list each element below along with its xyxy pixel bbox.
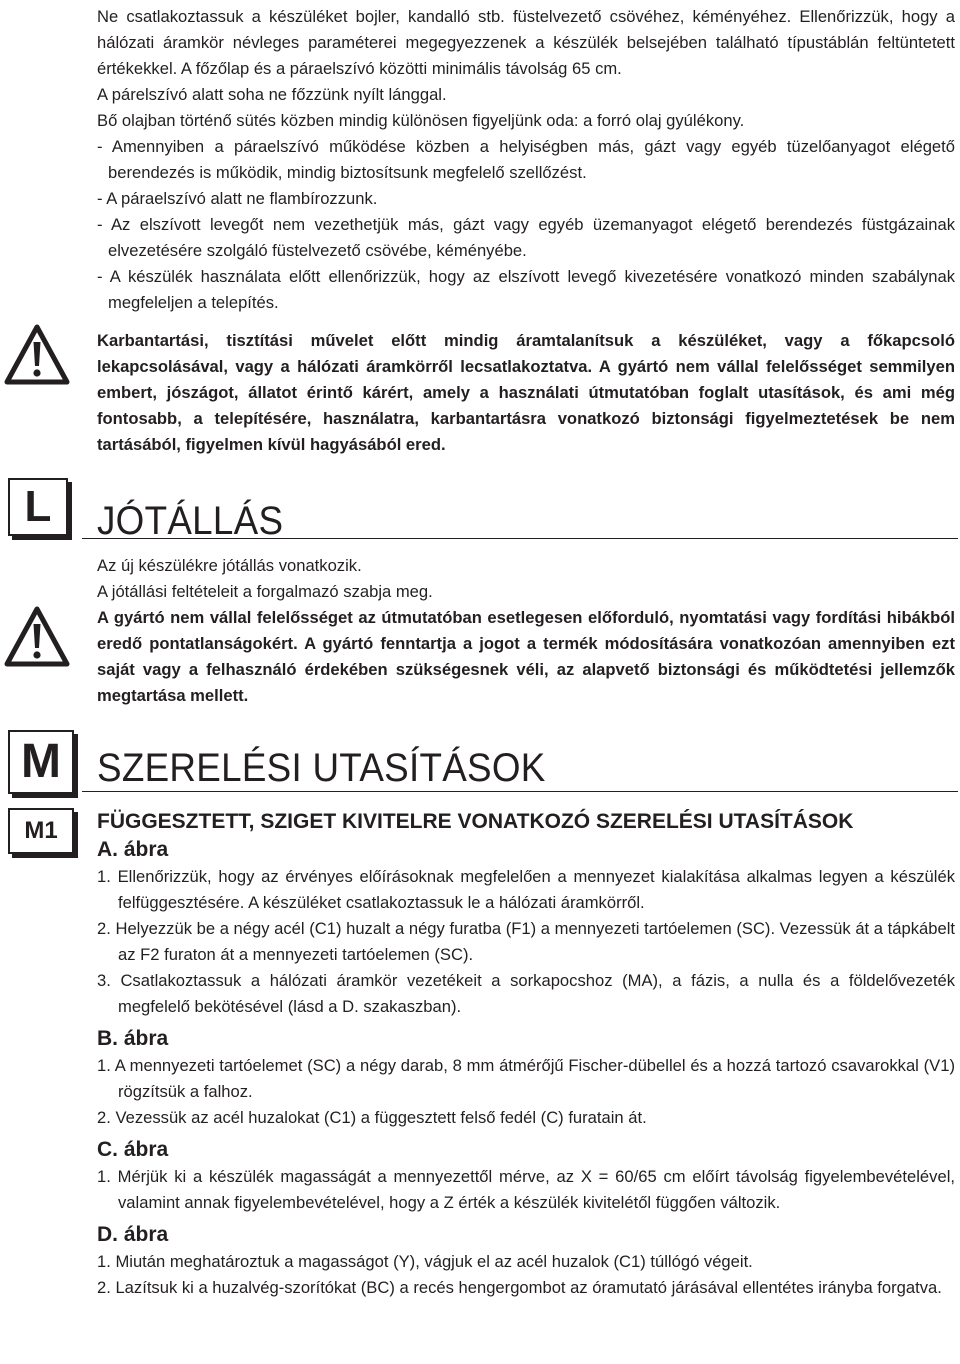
paragraph: A párelszívó alatt soha ne főzzünk nyílt lánggal. bbox=[97, 85, 447, 104]
list-item: 2. Helyezzük be a négy acél (C1) huzalt a négy furatba (F1) a mennyezeti tartóelemen (SC). Vezessük át a tápkábelt az F2 furaton át a mennyezeti tartóelemen (SC). bbox=[97, 919, 955, 964]
figure-heading-c: C. ábra bbox=[97, 1138, 169, 1161]
list-item: 1. Miután meghatároztuk a magasságot (Y), vágjuk el az acél huzalok (C1) túllógó végeit. bbox=[97, 1252, 753, 1271]
figure-heading-a: A. ábra bbox=[97, 838, 169, 861]
bullet-item: - A készülék használata előtt ellenőrizzük, hogy az elszívott levegő kivezetésére vonatkozó minden szabálynak megfeleljen a telepítés. bbox=[97, 267, 955, 312]
document-body bbox=[97, 0, 955, 1301]
list-item: 2. Vezessük az acél huzalokat (C1) a függesztett felső fedél (C) furatain át. bbox=[97, 1108, 647, 1127]
section-marker-m: M bbox=[8, 730, 74, 794]
section-title-jotallas: JÓTÁLLÁS bbox=[97, 499, 284, 543]
paragraph: Ne csatlakoztassuk a készüléket bojler, kandalló stb. füstelvezető csövéhez, kéményéhez. Ellenőrizzük, hogy a hálózati áramkör névleges paraméterei megegyezzenek a készülék belsejében található típustáblán feltüntetett értékekkel. A főzőlap és a páraelszívó közötti minimális távolság 65 cm. bbox=[97, 7, 955, 78]
bullet-item: - A páraelszívó alatt ne flambírozzunk. bbox=[97, 189, 378, 208]
figure-heading-d: D. ábra bbox=[97, 1223, 169, 1246]
warning-triangle-icon bbox=[4, 324, 70, 386]
list-item: 2. Lazítsuk ki a huzalvég-szorítókat (BC) a recés hengergombot az óramutató járásával ellentétes irányba forgatva. bbox=[97, 1278, 942, 1297]
section-marker-m1: M1 bbox=[8, 808, 74, 854]
list-item: 1. Ellenőrizzük, hogy az érvényes előírásoknak megfelelően a mennyezet kialakítása alkalmas legyen a készülék felfüggesztésére. A készüléket csatlakoztassuk le a hálózati áramkörről. bbox=[97, 867, 955, 912]
figure-heading-b: B. ábra bbox=[97, 1027, 169, 1050]
list-item: 3. Csatlakoztassuk a hálózati áramkör vezetékeit a sorkapocshoz (MA), a fázis, a nulla és a földelővezeték megfelelő bekötésével (lásd a D. szakaszban). bbox=[97, 971, 955, 1016]
paragraph: Az új készülékre jótállás vonatkozik. bbox=[97, 556, 362, 575]
list-item: 1. Mérjük ki a készülék magasságát a mennyezettől mérve, az X = 60/65 cm előírt távolság figyelembevételével, valamint annak figyelembevételével, hogy a Z érték a készülék kivitelétől függően változik. bbox=[97, 1167, 955, 1212]
paragraph: A jótállási feltételeit a forgalmazó szabja meg. bbox=[97, 582, 433, 601]
section-subtitle: FÜGGESZTETT, SZIGET KIVITELRE VONATKOZÓ SZERELÉSI UTASÍTÁSOK bbox=[97, 810, 854, 833]
bullet-item: - Az elszívott levegőt nem vezethetjük más, gázt vagy egyéb üzemanyagot elégető berendezés füstgázainak elvezetésére szolgáló füstelvezető csövébe, kéményébe. bbox=[97, 215, 955, 260]
section-marker-l: L bbox=[8, 478, 68, 536]
warning-triangle-icon bbox=[4, 606, 70, 668]
bullet-item: - Amennyiben a páraelszívó működése közben a helyiségben más, gázt vagy egyéb tüzelőanyagot elégető berendezés is működik, mindig biztosítsunk megfelelő szellőzést. bbox=[97, 137, 955, 182]
disclaimer-warning: A gyártó nem vállal felelősséget az útmutatóban esetlegesen előforduló, nyomtatási vagy fordítási hibákból eredő pontatlanságokért. A gyártó fenntartja a jogot a termék módosítására vonatkozóan amennyiben ezt saját vagy a felhasználó érdekében szükségesnek véli, az alapvető biztonsági és működtetési jellemzők megtartása mellett. bbox=[97, 608, 955, 705]
safety-warning: Karbantartási, tisztítási művelet előtt mindig áramtalanítsuk a készüléket, vagy a főkapcsoló lekapcsolásával, vagy a hálózati áramkörről lecsatlakoztatva. A gyártó nem vállal felelősséget semmilyen embert, jószágot, állatot érintő kárért, amely a használati útmutatóban foglalt utasítások, és ami még fontosabb, a telepítésére, használatra, karbantartásra vonatkozó biztonsági figyelmeztetések be nem tartásából, figyelmen kívül hagyásából ered. bbox=[97, 331, 955, 454]
section-title-szerelesi: SZERELÉSI UTASÍTÁSOK bbox=[97, 746, 546, 790]
paragraph: Bő olajban történő sütés közben mindig különösen figyeljünk oda: a forró olaj gyúlékony. bbox=[97, 111, 745, 130]
list-item: 1. A mennyezeti tartóelemet (SC) a négy darab, 8 mm átmérőjű Fischer-dübellel és a hozzá tartozó csavarokkal (V1) rögzítsük a falhoz. bbox=[97, 1056, 955, 1101]
